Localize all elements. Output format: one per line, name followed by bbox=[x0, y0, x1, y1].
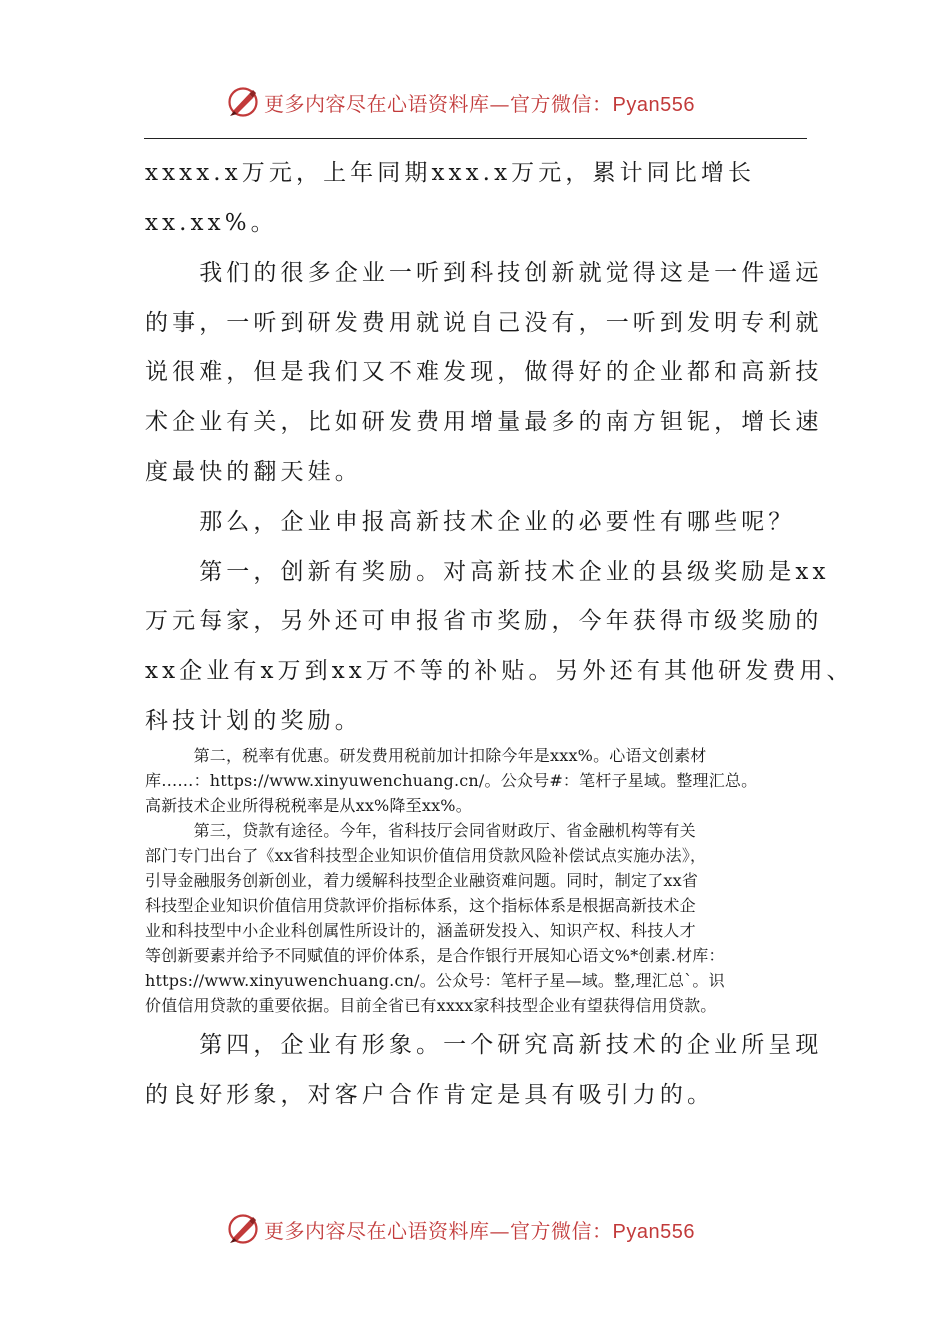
small-line: 部门专门出台了《xx省科技型企业知识价值信用贷款风险补偿试点实施办法》， bbox=[145, 846, 707, 865]
body-line: 度最快的翻天娃。 bbox=[145, 459, 362, 485]
body-line: xx.xx%。 bbox=[145, 210, 278, 236]
small-line: 第二，税率有优惠。研发费用税前加计扣除今年是xxx%。心语文创素材 bbox=[145, 746, 707, 765]
body-line: 术企业有关，比如研发费用增量最多的南方钽铌，增长速 bbox=[145, 409, 823, 435]
pen-logo-icon bbox=[226, 1212, 260, 1246]
small-line: 引导金融服务创新创业，着力缓解科技型企业融资难问题。同时，制定了xx省 bbox=[145, 871, 699, 890]
small-line: 库……：https://www.xinyuwenchuang.cn/。公众号#：笔杆子星域。整理汇总。 bbox=[145, 771, 758, 790]
header-banner-text: 更多内容尽在心语资料库—官方微信：Pyan556 bbox=[264, 91, 695, 116]
footer-banner bbox=[226, 1211, 726, 1247]
body-line: 第一，创新有奖励。对高新技术企业的县级奖励是xx bbox=[145, 559, 830, 585]
body-line: 万元每家，另外还可申报省市奖励，今年获得市级奖励的 bbox=[145, 608, 823, 634]
body-line: 那么，企业申报高新技术企业的必要性有哪些呢？ bbox=[145, 509, 796, 535]
small-line: 价值信用贷款的重要依据。目前全省已有xxxx家科技型企业有望获得信用贷款。 bbox=[145, 996, 717, 1015]
body-line: 说很难，但是我们又不难发现，做得好的企业都和高新技 bbox=[145, 359, 823, 385]
header-wechat-id: Pyan556 bbox=[612, 93, 695, 116]
body-line: 第四，企业有形象。一个研究高新技术的企业所呈现 bbox=[145, 1032, 823, 1058]
small-line: 业和科技型中小企业科创属性所设计的，涵盖研发投入、知识产权、科技人才 bbox=[145, 921, 696, 940]
footer-wechat-id: Pyan556 bbox=[612, 1220, 695, 1243]
pen-logo-icon bbox=[226, 85, 260, 119]
body-line: 的事，一听到研发费用就说自己没有，一听到发明专利就 bbox=[145, 310, 823, 336]
footer-banner-text: 更多内容尽在心语资料库—官方微信：Pyan556 bbox=[264, 1218, 695, 1243]
small-line: https://www.xinyuwenchuang.cn/。公众号：笔杆子星—域。整,理汇总`。识 bbox=[145, 971, 725, 990]
small-line: 第三，贷款有途径。今年，省科技厅会同省财政厅、省金融机构等有关 bbox=[145, 821, 696, 840]
body-line: xx企业有x万到xx万不等的补贴。另外还有其他研发费用、 bbox=[145, 658, 854, 684]
small-line: 高新技术企业所得税税率是从xx%降至xx%。 bbox=[145, 796, 472, 815]
header-divider bbox=[144, 138, 807, 139]
body-line: 我们的很多企业一听到科技创新就觉得这是一件遥远 bbox=[145, 260, 823, 286]
small-line: 等创新要素并给予不同赋值的评价体系，是合作银行开展知心语文%*创素.材库： bbox=[145, 946, 725, 965]
body-line: 的良好形象，对客户合作肯定是具有吸引力的。 bbox=[145, 1082, 715, 1108]
small-line: 科技型企业知识价值信用贷款评价指标体系，这个指标体系是根据高新技术企 bbox=[145, 896, 696, 915]
header-banner bbox=[226, 84, 726, 120]
body-line: xxxx.x万元，上年同期xxx.x万元，累计同比增长 bbox=[145, 160, 756, 186]
body-line: 科技计划的奖励。 bbox=[145, 708, 362, 734]
